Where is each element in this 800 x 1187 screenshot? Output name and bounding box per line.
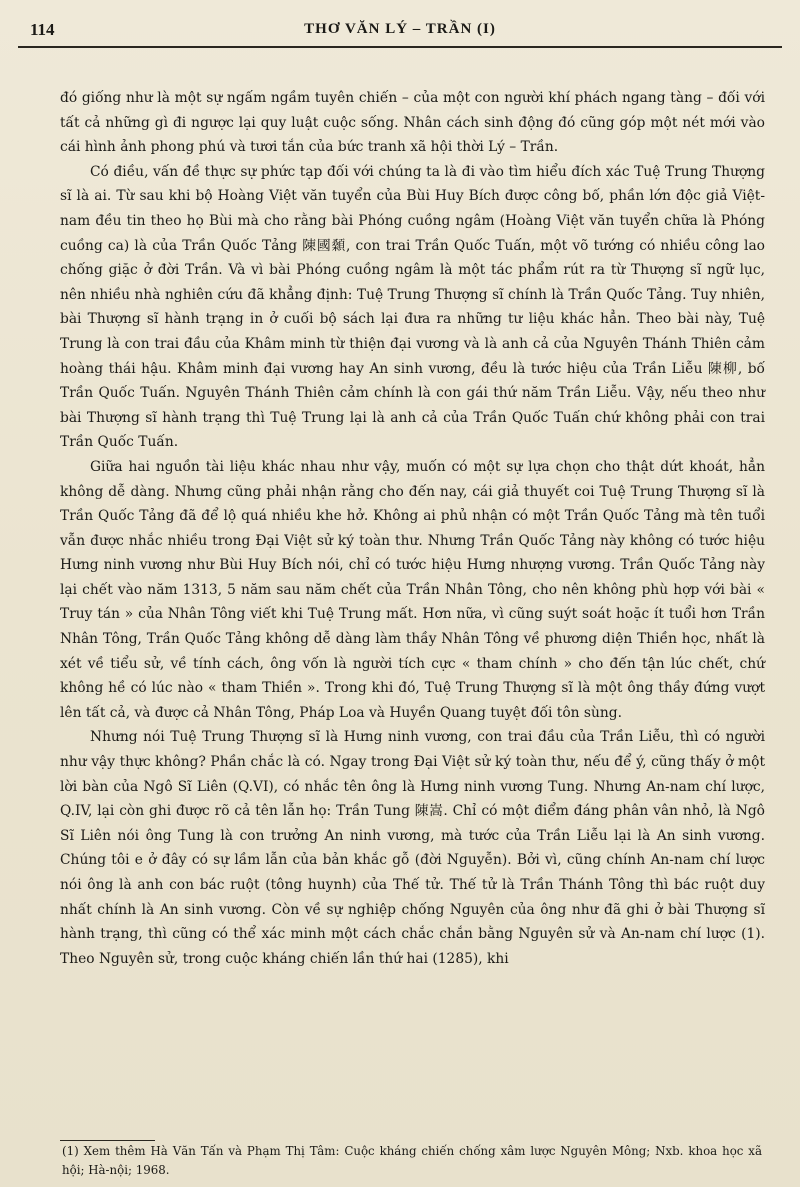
paragraph: Có điều, vấn đề thực sự phức tạp đối với chúng ta là đi vào tìm hiểu đích xác Tuệ Trung Thượng sĩ là ai. Từ sau khi bộ Hoàng Việt văn tuyển của Bùi Huy Bích được công bố, phần lớn độc giả Việt-nam đều tin theo họ Bùi mà cho rằng bài Phóng cuồng ngâm (Hoàng Việt văn tuyển chữa là Phóng cuồng ca) là của Trần Quốc Tảng 陳國顙, con trai Trần Quốc Tuấn, một võ tướng có nhiều công lao chống giặc ở đời Trần. Và vì bài Phóng cuồng ngâm là một tác phẩm rút ra từ Thượng sĩ ngữ lục, nên nhiều nhà nghiên cứu đã khẳng định: Tuệ Trung Thượng sĩ chính là Trần Quốc Tảng. Tuy nhiên, bài Thượng sĩ hành trạng in ở cuối bộ sách lại đưa ra những tư liệu khác hẳn. Theo bài này, Tuệ Trung là con trai đầu của Khâm minh từ thiện đại vương và là anh cả của Nguyên Thánh Thiên cảm hoàng thái hậu. Khâm minh đại vương hay An sinh vương, đều là tước hiệu của Trần Liễu 陳柳, bố Trần Quốc Tuấn. Nguyên Thánh Thiên cảm chính là con gái thứ năm Trần Liễu. Vậy, nếu theo như bài Thượng sĩ hành trạng thì Tuệ Trung lại là anh cả của Trần Quốc Tuấn chứ không phải con trai Trần Quốc Tuấn. <box>60 163 765 451</box>
paragraph: Giữa hai nguồn tài liệu khác nhau như vậy, muốn có một sự lựa chọn cho thật dứt khoát, hẳn không dễ dàng. Nhưng cũng phải nhận rằng cho đến nay, cái giả thuyết coi Tuệ Trung Thượng sĩ là Trần Quốc Tảng đã để lộ quá nhiều khe hở. Không ai phủ nhận có một Trần Quốc Tảng mà tên tuổi vẫn được nhắc nhiều trong Đại Việt sử ký toàn thư. Nhưng Trần Quốc Tảng này không có tước hiệu Hưng ninh vương như Bùi Huy Bích nói, chỉ có tước hiệu Hưng nhượng vương. Trần Quốc Tảng này lại chết vào năm 1313, 5 năm sau năm chết của Trần Nhân Tông, cho nên không phù hợp với bài « Truy tán » của Nhân Tông viết khi Tuệ Trung mất. Hơn nữa, vì cũng suýt soát hoặc ít tuổi hơn Trần Nhân Tông, Trần Quốc Tảng không dễ dàng làm thầy Nhân Tông về phương diện Thiền học, nhất là xét về tiểu sử, về tính cách, ông vốn là người tích cực « tham chính » cho đến tận lúc chết, chứ không hề có lúc nào « tham Thiền ». Trong khi đó, Tuệ Trung Thượng sĩ là một ông thầy đứng vượt lên tất cả, và được cả Nhân Tông, Pháp Loa và Huyền Quang tuyệt đối tôn sùng. <box>60 458 765 721</box>
page-header <box>18 16 782 48</box>
page-number: 114 <box>30 20 55 39</box>
paragraph: Nhưng nói Tuệ Trung Thượng sĩ là Hưng ninh vương, con trai đầu của Trần Liễu, thì có người như vậy thực không? Phần chắc là có. Ngay trong Đại Việt sử ký toàn thư, nếu để ý, cũng thấy ở một lời bàn của Ngô Sĩ Liên (Q.VI), có nhắc tên ông là Hưng ninh vương Tung. Nhưng An-nam chí lược, Q.IV, lại còn ghi được rõ cả tên lẫn họ: Trần Tung 陳嵩. Chỉ có một điểm đáng phân vân nhỏ, là Ngô Sĩ Liên nói ông Tung là con trưởng An ninh vương, mà tước của Trần Liễu lại là An sinh vương. Chúng tôi e ở đây có sự lầm lẫn của bản khắc gỗ (đời Nguyễn). Bởi vì, cũng chính An-nam chí lược nói ông là anh con bác ruột (tông huynh) của Thế tử. Thế tử là Trần Thánh Tông thì bác ruột duy nhất chính là An sinh vương. Còn về sự nghiệp chống Nguyên của ông như đã ghi ở bài Thượng sĩ hành trạng, thì cũng có thể xác minh một cách chắc chắn bằng Nguyên sử và An-nam chí lược (1). Theo Nguyên sử, trong cuộc kháng chiến lần thứ hai (1285), khi <box>60 729 765 967</box>
paragraph-continued: đó giống như là một sự ngấm ngầm tuyên chiến – của một con người khí phách ngang tàng – đối với tất cả những gì đi ngược lại quy luật cuộc sống. Nhân cách sinh động đó cũng góp một nét mới vào cái hình ảnh phong phú và tươi tắn của bức tranh xã hội thời Lý – Trần. <box>60 90 765 156</box>
footnote-divider <box>60 1140 155 1141</box>
running-head: THƠ VĂN LÝ – TRẦN (I) <box>304 21 496 37</box>
body-text <box>60 86 765 971</box>
footnote: (1) Xem thêm Hà Văn Tấn và Phạm Thị Tâm: Cuộc kháng chiến chống xâm lược Nguyên Mông; Nxb. khoa học xã hội; Hà-nội; 1968. <box>62 1144 762 1177</box>
